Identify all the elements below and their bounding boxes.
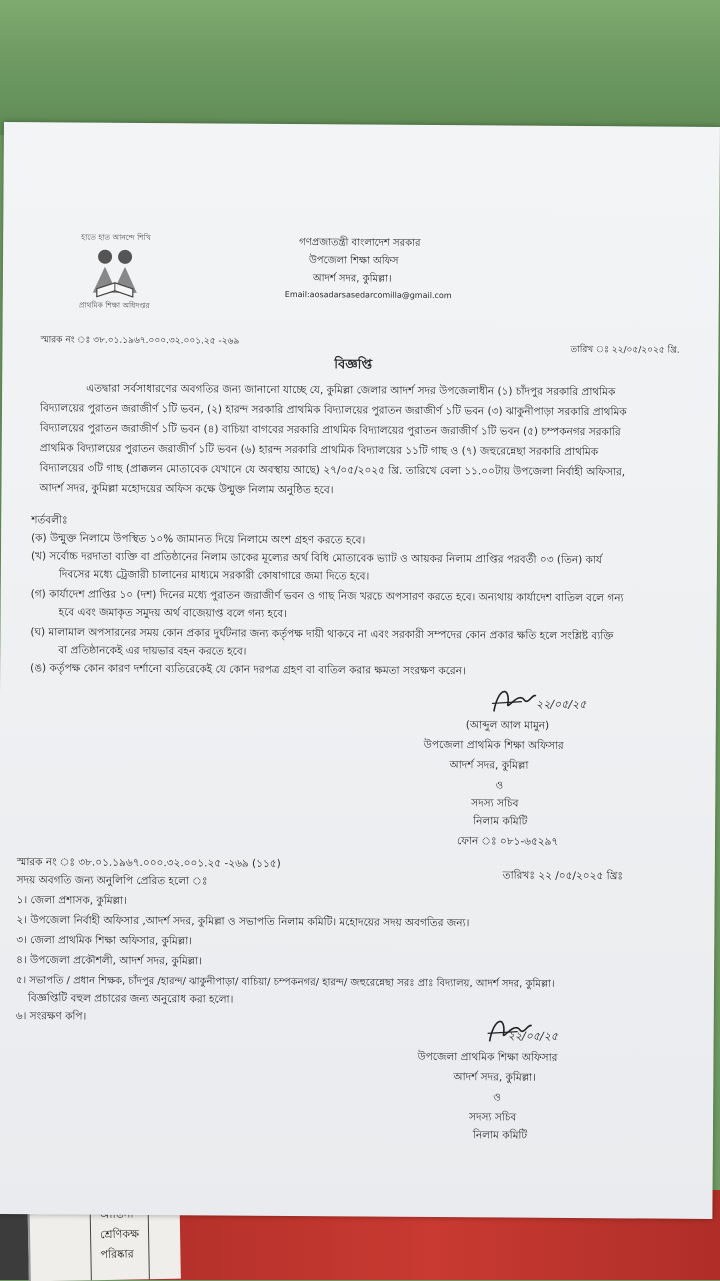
signatory-committee: নিলাম কমিটি — [473, 1129, 527, 1142]
condition-item: (ক) উন্মুক্ত নিলামে উপস্থিত ১০% জামানত দিয়ে নিলামে অংশ গ্রহণ করতে হবে। — [31, 532, 365, 547]
under-sheet-line: শ্রেণিকক্ষ — [100, 1225, 139, 1245]
body-line: প্রাথমিক বিদ্যালয়ের পুরাতন জরাজীর্ণ ১টি ভবন (৬) হারন্দ সরকারি প্রাথমিক বিদ্যালয়ের ১১টি গাছ ও (৭) জহুরেন্নেছা সরকারি প্রাথমিক — [40, 442, 598, 459]
logo-caption-bottom: প্রাথমিক শিক্ষা অধিদপ্তর — [79, 299, 150, 312]
condition-item: দিবসের মধ্যে ট্রেজারী চালানের মাধ্যমে সরকারী কোষাগারে জমা দিতে হবে। — [59, 568, 370, 583]
office-location: আদর্শ সদর, কুমিল্লা। — [313, 272, 392, 286]
body-line: বিদ্যালয়ের ৩টি গাছ (প্রাক্কলন মোতাবেক যেখানে যে অবস্থায় আছে) ২৭/০৫/২০২৫ খ্রি. তারিখে বেলা ১১.০০টায় উপজেলা নির্বাহী অফিসার, — [40, 462, 626, 479]
body-line: বিদ্যালয়ের পুরাতন জরাজীর্ণ ১টি ভবন, (২) হারন্দ সরকারি প্রাথমিক বিদ্যালয়ের পুরাতন জরাজীর্ণ ১টি ভবন (৩) ঝাকুনীপাড়া সরকারি প্রাথমিক — [40, 402, 627, 419]
condition-item: বা প্রতিষ্ঠানকেই এর দায়ভার বহন করতে হবে। — [58, 644, 246, 658]
copy-item: ৩। জেলা প্রাথমিক শিক্ষা অফিসার, কুমিল্লা। — [16, 934, 192, 948]
signatory-and: ও — [493, 1091, 501, 1104]
signature-date: ২২/০৫/২৫ — [536, 698, 586, 711]
condition-item: (গ) কার্যাদেশ প্রাপ্তির ১০ (দশ) দিনের মধ্যে পুরাতন জরাজীর্ণ ভবন ও গাছ নিজ খরচে অপসারণ করতে হবে। অন্যথায় কার্যাদেশ বাতিল বলে গন্য — [31, 588, 624, 605]
school-logo — [71, 230, 162, 311]
signatory-name: (আব্দুল আল মামুন) — [466, 719, 549, 733]
signatory-secretary: সদস্য সচিব — [469, 1111, 516, 1124]
copy-item: বিজ্ঞপ্তিটি বহুল প্রচারের জন্য অনুরোধ করা হলো। — [28, 992, 234, 1006]
memo-date: তারিখ ঃ ২২/০৫/২০২৫ খ্রি. — [570, 344, 679, 358]
signatory-place: আদর্শ সদর, কুমিল্লা — [449, 759, 528, 773]
office-name: উপজেলা শিক্ষা অফিস — [309, 254, 399, 268]
signatory-secretary: সদস্য সচিব — [471, 797, 518, 810]
body-line: বিদ্যালয়ের পুরাতন জরাজীর্ণ ১টি ভবন (৪) বাচিয়া বাগবের সরকারি প্রাথমিক বিদ্যালয়ের পুরাতন জরাজীর্ণ ১টি ভবন (৫) চম্পকনগর সরকারি — [40, 422, 621, 439]
condition-item: (খ) সর্বোচ্চ দরদাতা ব্যক্তি বা প্রতিষ্ঠানের নিলাম ডাকের মূল্যের অর্থ বিধি মোতাবেক ভ্যাট ও আয়কর নিলাম প্রাপ্তির পরবর্তী ০৩ (তিন) কার্য — [31, 550, 602, 567]
copy-item: ১। জেলা প্রশাসক, কুমিল্লা। — [17, 894, 127, 908]
condition-item: হবে এবং জমাকৃত সমুদয় অর্থ বাজেয়াপ্ত বলে গন্য হবে। — [59, 606, 287, 621]
body-line: এতদ্বারা সর্বসাধারণের অবগতির জন্য জানানো যাচ্ছে যে, কুমিল্লা জেলার আদর্শ সদর উপজেলাধীন (১) চাঁদপুর সরকারি প্রাথমিক — [86, 383, 615, 400]
condition-item: (ঘ) মালামাল অপসারনের সময় কোন প্রকার দুর্ঘটনার জন্য কর্তৃপক্ষ দায়ী থাকবে না এবং সরকারী সম্পদের কোন প্রকার ক্ষতি হলে সংশ্লিষ্ট ব্যক্তি — [30, 626, 613, 643]
govt-title: গণপ্রজাতন্ত্রী বাংলাদেশ সরকার — [299, 236, 420, 250]
signatory-place: আদর্শ সদর, কুমিল্লা। — [453, 1071, 536, 1085]
signatory-phone: ফোন ঃ ০৮১-৬৫২৯৭ — [457, 835, 558, 849]
signatory-and: ও — [495, 779, 503, 792]
notice-paper — [0, 122, 720, 1219]
memo-number: স্মারক নং ঃ ৩৮.০১.১৯৬৭.০০০.৩২.০০১.২৫ -২৬৯ — [40, 334, 239, 348]
body-line: আদর্শ সদর, কুমিল্লা মহোদয়ের অফিস কক্ষে উন্মুক্ত নিলাম অনুষ্ঠিত হবে। — [39, 482, 333, 497]
signatory-designation: উপজেলা প্রাথমিক শিক্ষা অফিসার — [417, 1051, 557, 1065]
under-sheet-line: পরিষ্কার — [100, 1245, 134, 1265]
signatory-committee: নিলাম কমিটি — [473, 815, 527, 828]
copy-item: ৪। উপজেলা প্রকৌশলী, আদর্শ সদর, কুমিল্লা। — [16, 954, 202, 968]
logo-caption-top: হাতে হাত আনন্দে শিখি — [81, 231, 151, 244]
memo2-date: তারিখঃ ২২ /০৫/২০২৫ খ্রিঃ — [503, 870, 623, 884]
conditions-title: শর্তবলীঃ — [31, 514, 67, 527]
signatory-designation: উপজেলা প্রাথমিক শিক্ষা অফিসার — [424, 739, 564, 753]
office-email: Email:aosadarsasedarcomilla@gmail.com — [285, 288, 452, 302]
copy-item: ৫। সভাপতি / প্রধান শিক্ষক, চাঁদপুর /হারন্দ/ ঝাকুনীপাড়া/ বাচিয়া/ চম্পকনগর/ হারন্দ/ জহুরেন্নেছা সরঃ প্রাঃ বিদ্যালয়, আদর্শ সদর, কুমিল্লা। — [16, 974, 555, 991]
copy-item: ৬। সংরক্ষণ কপি। — [16, 1010, 87, 1023]
signature-date: ২২/০৫/২৫ — [508, 1030, 558, 1043]
grass-background — [0, 0, 720, 135]
memo2-intro: সদয় অবগতি জন্য অনুলিপি প্রেরিত হলো ঃ — [17, 874, 208, 888]
condition-item: (ঙ) কর্তৃপক্ষ কোন কারণ দর্শানো ব্যতিরেকেই যে কোন দরপত্র গ্রহণ বা বাতিল করার ক্ষমতা সংরক্ষণ করেন। — [30, 662, 466, 678]
memo2-number: স্মারক নং ঃ ৩৮.০১.১৯৬৭.০০০.৩২.০০১.২৫ -২৬৯ (১১৫) — [17, 856, 281, 871]
copy-item: ২। উপজেলা নির্বাহী অফিসার ,আদর্শ সদর, কুমিল্লা ও সভাপতি নিলাম কমিটি। মহোদয়ের সদয় অবগতির জন্য। — [16, 914, 469, 930]
notice-title: বিজ্ঞপ্তি — [334, 358, 372, 371]
